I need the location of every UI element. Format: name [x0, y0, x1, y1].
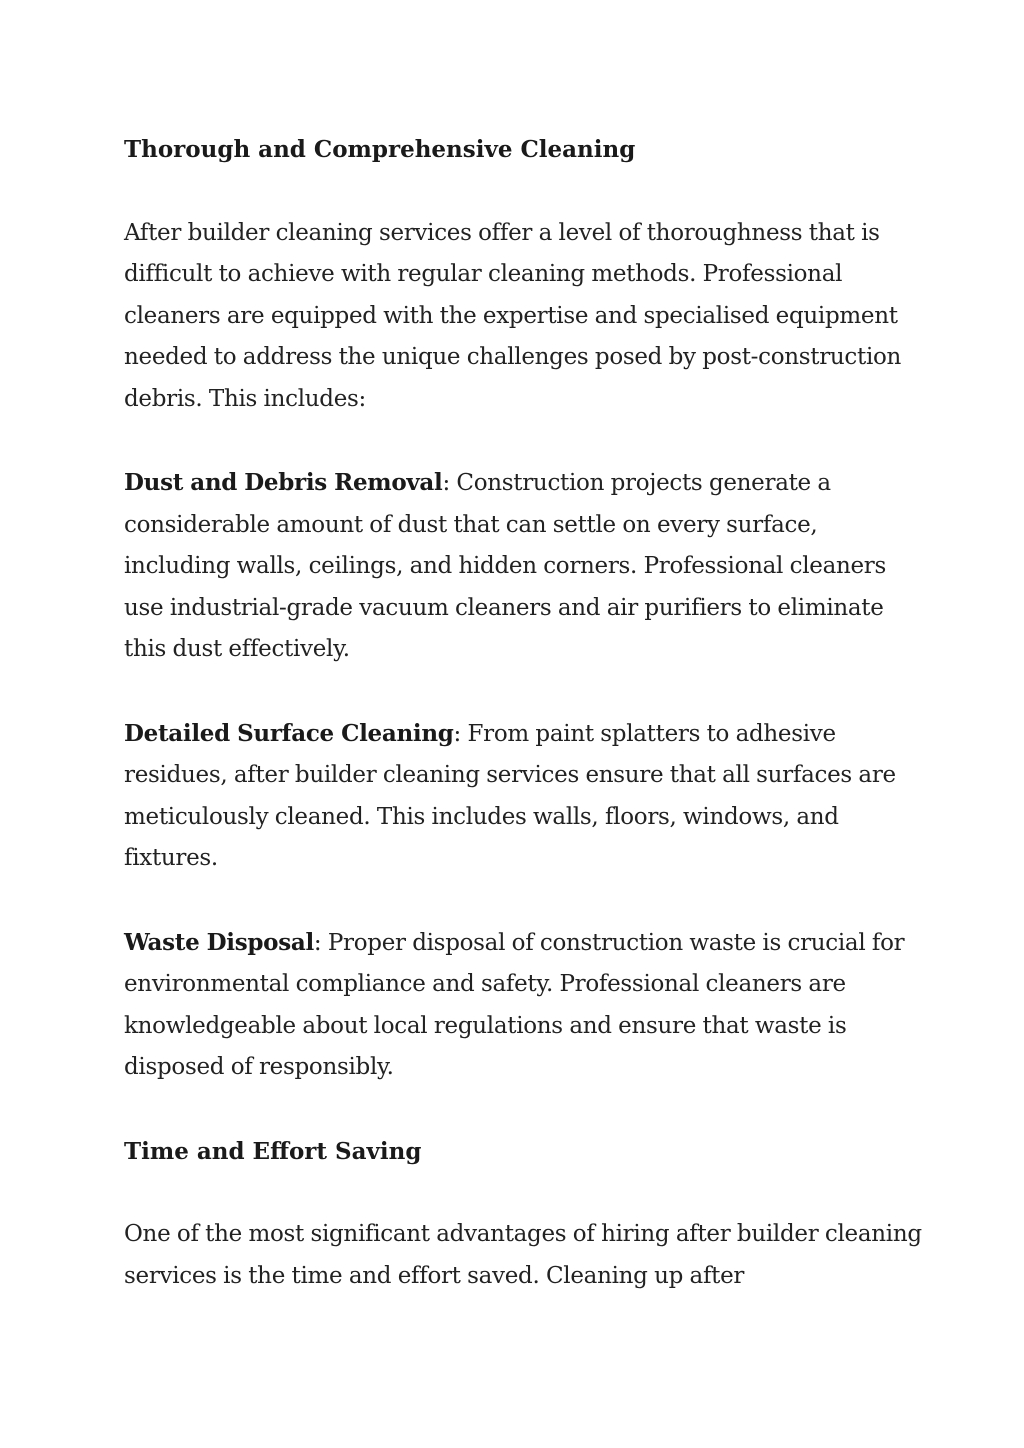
item-text: : From paint splatters to adhesive residues, after builder cleaning services ensure that all surfaces are meticulously cleaned. This includes walls, floors, windows, and fixtures.	[124, 720, 896, 871]
section-heading-time-saving: Time and Effort Saving	[124, 1137, 422, 1165]
spacer	[124, 171, 924, 213]
spacer	[124, 671, 924, 713]
item-term: Detailed Surface Cleaning	[124, 719, 454, 747]
list-item-dust-removal	[124, 462, 924, 671]
document-page	[124, 129, 924, 1297]
item-text: : Proper disposal of construction waste is crucial for environmental compliance and safety. Professional cleaners are knowledgeable about local regulations and ensure that waste is disposed of responsibly.	[124, 929, 905, 1080]
list-item-surface-cleaning	[124, 713, 924, 880]
section-heading-thorough-cleaning: Thorough and Comprehensive Cleaning	[124, 136, 636, 163]
paragraph-intro-thorough-cleaning: After builder cleaning services offer a level of thoroughness that is difficult to achieve with regular cleaning methods. Professional cleaners are equipped with the expertise and specialised equipment needed to address the unique challenges posed by post-construction debris. This includes:	[124, 219, 902, 412]
item-term: Dust and Debris Removal	[124, 469, 443, 496]
spacer	[124, 1089, 924, 1131]
spacer	[124, 420, 924, 462]
item-term: Waste Disposal	[124, 928, 314, 956]
spacer	[124, 1172, 924, 1214]
list-item-waste-disposal	[124, 922, 924, 1089]
spacer	[124, 880, 924, 922]
paragraph-intro-time-saving: One of the most significant advantages of hiring after builder cleaning services is the time and effort saved. Cleaning up after	[124, 1221, 922, 1289]
item-text: : Construction projects generate a considerable amount of dust that can settle on every surface, including walls, ceilings, and hidden corners. Professional cleaners use industrial-grade vacuum cleaners and air purifiers to eliminate this dust effectively.	[124, 470, 887, 662]
